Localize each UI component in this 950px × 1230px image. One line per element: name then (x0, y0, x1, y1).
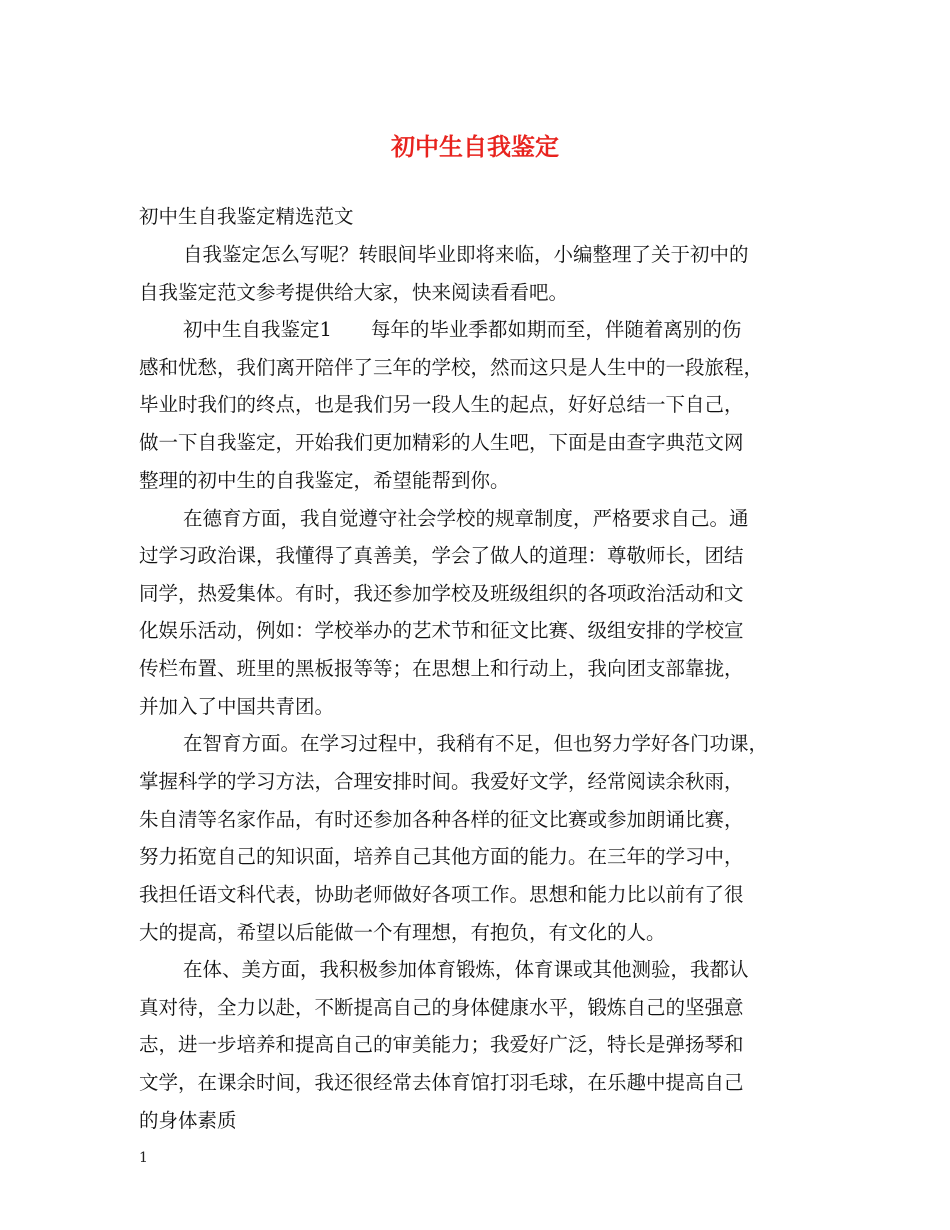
paragraph-line: 做一下自我鉴定，开始我们更加精彩的人生吧，下面是由查字典范文网 (139, 431, 744, 454)
paragraph-line: 真对待，全力以赴，不断提高自己的身体健康水平，锻炼自己的坚强意 (139, 996, 744, 1019)
paragraph-line: 自我鉴定范文参考提供给大家，快来阅读看看吧。 (139, 281, 569, 304)
paragraph-line: 我担任语文科代表，协助老师做好各项工作。思想和能力比以前有了很 (139, 883, 744, 906)
paragraph-line: 毕业时我们的终点，也是我们另一段人生的起点，好好总结一下自己， (139, 393, 744, 416)
paragraph-line: 的身体素质 (139, 1109, 237, 1132)
paragraph-line: 过学习政治课，我懂得了真善美，学会了做人的道理：尊敬师长，团结 (139, 544, 744, 567)
paragraph-line: 感和忧愁，我们离开陪伴了三年的学校，然而这只是人生中的一段旅程， (139, 356, 764, 379)
paragraph-line: 努力拓宽自己的知识面，培养自己其他方面的能力。在三年的学习中， (139, 845, 744, 868)
paragraph-line: 在体、美方面，我积极参加体育锻炼，体育课或其他测验，我都认 (183, 958, 749, 981)
paragraph-line: 在德育方面，我自觉遵守社会学校的规章制度，严格要求自己。通 (183, 507, 749, 530)
paragraph-line: 整理的初中生的自我鉴定，希望能帮到你。 (139, 469, 510, 492)
paragraph-line: 在智育方面。在学习过程中，我稍有不足，但也努力学好各门功课， (183, 732, 769, 755)
document-title: 初中生自我鉴定 (391, 132, 559, 161)
paragraph-line: 志，进一步培养和提高自己的审美能力；我爱好广泛，特长是弹扬琴和 (139, 1033, 744, 1056)
paragraph-line: 文学，在课余时间，我还很经常去体育馆打羽毛球，在乐趣中提高自己 (139, 1071, 744, 1094)
paragraph-line: 化娱乐活动，例如：学校举办的艺术节和征文比赛、级组安排的学校宣 (139, 619, 744, 642)
page-number: 1 (139, 1150, 148, 1166)
paragraph-line: 初中生自我鉴定1 每年的毕业季都如期而至，伴随着离别的伤 (183, 318, 742, 341)
paragraph-line: 同学，热爱集体。有时，我还参加学校及班级组织的各项政治活动和文 (139, 582, 744, 605)
paragraph-line: 传栏布置、班里的黑板报等等；在思想上和行动上，我向团支部靠拢， (139, 657, 744, 680)
paragraph-line: 并加入了中国共青团。 (139, 695, 335, 718)
paragraph-line: 大的提高，希望以后能做一个有理想，有抱负，有文化的人。 (139, 921, 666, 944)
paragraph-line: 自我鉴定怎么写呢？转眼间毕业即将来临，小编整理了关于初中的 (183, 243, 749, 266)
subtitle-line: 初中生自我鉴定精选范文 (139, 205, 354, 228)
paragraph-line: 掌握科学的学习方法，合理安排时间。我爱好文学，经常阅读余秋雨， (139, 770, 744, 793)
paragraph-line: 朱自清等名家作品，有时还参加各种各样的征文比赛或参加朗诵比赛， (139, 808, 744, 831)
